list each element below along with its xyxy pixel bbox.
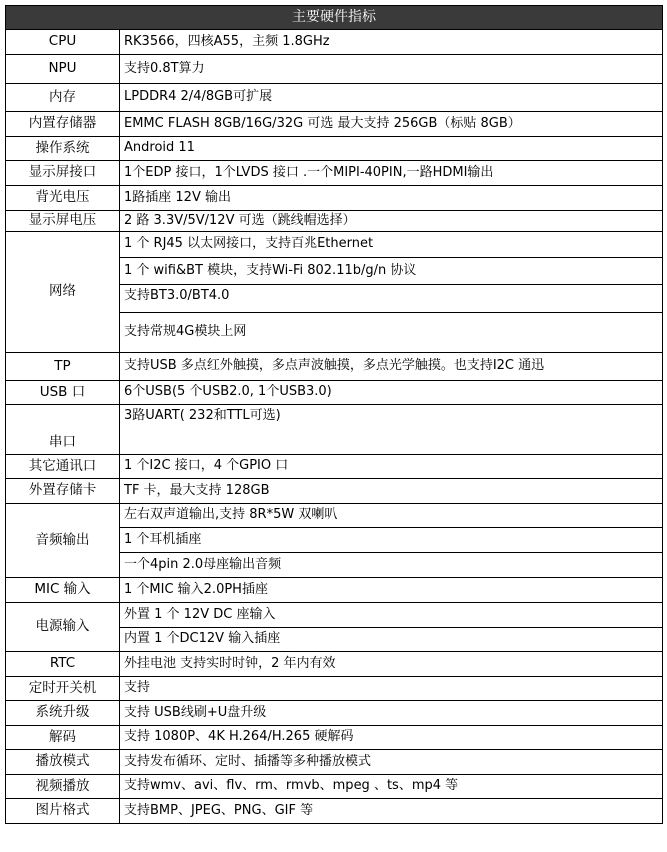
table-row <box>6 186 663 211</box>
row-label: 定时开关机 <box>6 677 120 701</box>
table-row <box>6 112 663 137</box>
table-row <box>6 652 663 677</box>
row-label: 电源输入 <box>6 603 120 652</box>
row-value: 支持 1080P、4K H.264/H.265 硬解码 <box>120 726 663 750</box>
row-value: 支持0.8T算力 <box>120 55 663 84</box>
table-row <box>6 750 663 775</box>
row-label: MIC 输入 <box>6 578 120 603</box>
row-value: 外挂电池 支持实时时钟，2 年内有效 <box>120 652 663 677</box>
table-row <box>6 137 663 161</box>
row-value: 左右双声道输出,支持 8R*5W 双喇叭 <box>120 504 663 528</box>
row-value: 支持BMP、JPEG、PNG、GIF 等 <box>120 799 663 824</box>
table-header-row <box>6 6 663 30</box>
table-body <box>6 30 663 824</box>
table-row <box>6 603 663 628</box>
table-row <box>6 84 663 112</box>
row-value: TF 卡，最大支持 128GB <box>120 479 663 504</box>
table-row <box>6 726 663 750</box>
table-row <box>6 799 663 824</box>
table-row <box>6 232 663 258</box>
table-row <box>6 381 663 405</box>
row-value: 支持常规4G模块上网 <box>120 313 663 353</box>
row-label: TP <box>6 353 120 381</box>
row-value: 一个4pin 2.0母座输出音频 <box>120 553 663 578</box>
row-value: 6个USB(5 个USB2.0, 1个USB3.0) <box>120 381 663 405</box>
row-value: LPDDR4 2/4/8GB可扩展 <box>120 84 663 112</box>
row-value: 外置 1 个 12V DC 座输入 <box>120 603 663 628</box>
table-row <box>6 211 663 232</box>
row-value: EMMC FLASH 8GB/16G/32G 可选 最大支持 256GB（标贴 8GB） <box>120 112 663 137</box>
row-label: 背光电压 <box>6 186 120 211</box>
row-label: 串口 <box>6 405 120 455</box>
row-value: 2 路 3.3V/5V/12V 可选（跳线帽选择） <box>120 211 663 232</box>
row-value: 1 个MIC 输入2.0PH插座 <box>120 578 663 603</box>
row-value: 支持USB 多点红外触摸，多点声波触摸，多点光学触摸。也支持I2C 通迅 <box>120 353 663 381</box>
table-row <box>6 353 663 381</box>
table-row <box>6 405 663 455</box>
row-value: 1路插座 12V 输出 <box>120 186 663 211</box>
row-label: 音频输出 <box>6 504 120 578</box>
row-value: 1 个 wifi&BT 模块，支持Wi-Fi 802.11b/g/n 协议 <box>120 258 663 285</box>
row-label: 其它通讯口 <box>6 455 120 479</box>
table-title: 主要硬件指标 <box>6 6 663 30</box>
row-label: 解码 <box>6 726 120 750</box>
row-label: RTC <box>6 652 120 677</box>
row-value: RK3566，四核A55，主频 1.8GHz <box>120 30 663 55</box>
table-row <box>6 55 663 84</box>
row-value: 支持wmv、avi、flv、rm、rmvb、mpeg 、ts、mp4 等 <box>120 775 663 799</box>
table-row <box>6 161 663 186</box>
row-value: 支持BT3.0/BT4.0 <box>120 285 663 313</box>
row-label: USB 口 <box>6 381 120 405</box>
table-row <box>6 504 663 528</box>
row-label: 系统升级 <box>6 701 120 726</box>
row-label: 外置存储卡 <box>6 479 120 504</box>
row-value: 1 个耳机插座 <box>120 528 663 553</box>
row-value: 支持发布循环、定时、插播等多种播放模式 <box>120 750 663 775</box>
table-row <box>6 30 663 55</box>
row-value: Android 11 <box>120 137 663 161</box>
table-row <box>6 701 663 726</box>
row-label: 显示屏接口 <box>6 161 120 186</box>
row-label: 显示屏电压 <box>6 211 120 232</box>
row-label: NPU <box>6 55 120 84</box>
row-value: 1个EDP 接口，1个LVDS 接口 .一个MIPI-40PIN,一路HDMI输出 <box>120 161 663 186</box>
row-label: 视频播放 <box>6 775 120 799</box>
row-label: 图片格式 <box>6 799 120 824</box>
table-row <box>6 775 663 799</box>
row-value: 内置 1 个DC12V 输入插座 <box>120 628 663 652</box>
row-value: 1 个I2C 接口，4 个GPIO 口 <box>120 455 663 479</box>
table-row <box>6 677 663 701</box>
row-label: 网络 <box>6 232 120 353</box>
row-label: 播放模式 <box>6 750 120 775</box>
row-label: CPU <box>6 30 120 55</box>
table-row <box>6 479 663 504</box>
row-label: 内存 <box>6 84 120 112</box>
row-value: 支持 <box>120 677 663 701</box>
row-label: 内置存储器 <box>6 112 120 137</box>
row-value: 3路UART( 232和TTL可选) <box>120 405 663 455</box>
table-row <box>6 578 663 603</box>
table-row <box>6 455 663 479</box>
row-label: 操作系统 <box>6 137 120 161</box>
hardware-spec-table <box>5 5 663 824</box>
row-value: 1 个 RJ45 以太网接口，支持百兆Ethernet <box>120 232 663 258</box>
row-value: 支持 USB线刷+U盘升级 <box>120 701 663 726</box>
